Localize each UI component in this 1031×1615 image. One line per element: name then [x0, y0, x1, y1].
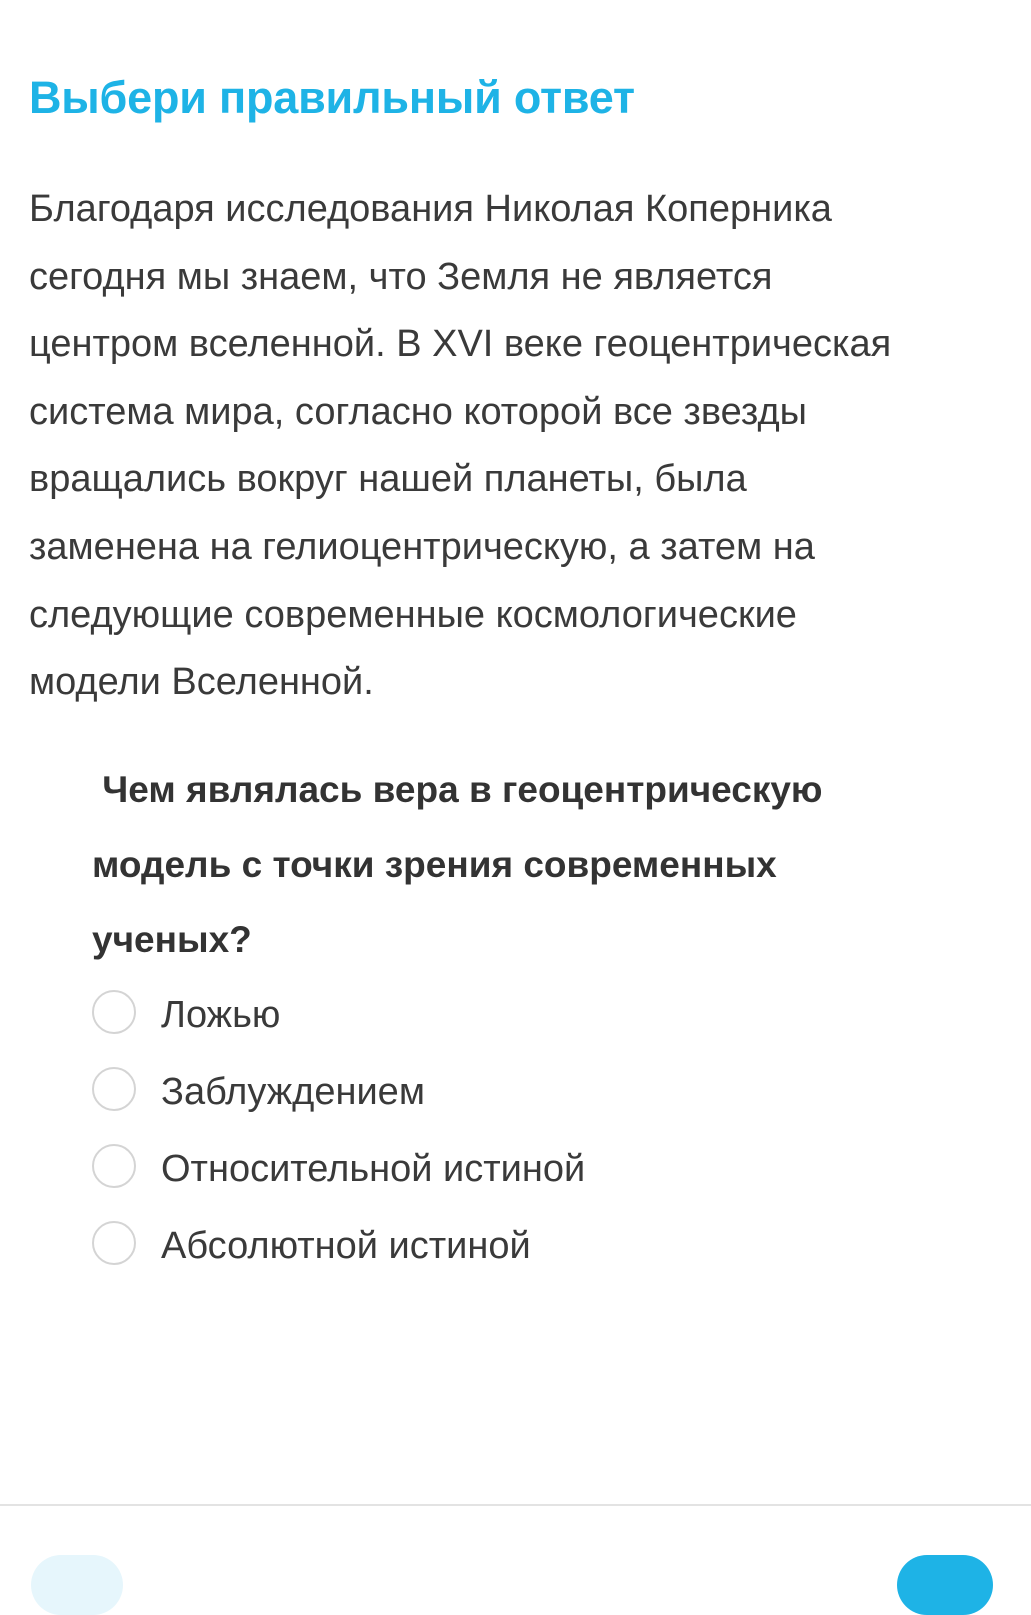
question-line: модель с точки зрения современных — [92, 844, 777, 885]
answer-label[interactable]: Ложью — [161, 994, 281, 1036]
passage-line: система мира, согласно которой все звезды — [29, 390, 807, 433]
question-line: ученых? — [92, 919, 252, 960]
passage-line: центром вселенной. В XVI веке геоцентрическая — [29, 323, 892, 366]
answer-label[interactable]: Заблуждением — [161, 1071, 425, 1113]
passage-line: Благодаря исследования Николая Коперника — [29, 188, 832, 230]
radio-button[interactable] — [92, 990, 136, 1034]
passage-line: заменена на гелиоцентрическую, а затем на — [29, 525, 815, 568]
answer-label[interactable]: Относительной истиной — [161, 1148, 586, 1190]
footer-divider — [0, 1504, 1031, 1506]
page-title: Выбери правильный ответ — [29, 72, 635, 123]
passage-line: вращались вокруг нашей планеты, была — [29, 458, 747, 501]
radio-button[interactable] — [92, 1144, 136, 1188]
answer-option-3[interactable] — [90, 1142, 890, 1194]
passage-line: следующие современные космологические — [29, 593, 797, 636]
radio-button[interactable] — [92, 1221, 136, 1265]
question-text — [92, 752, 972, 977]
next-button[interactable] — [897, 1555, 993, 1615]
answer-label[interactable]: Абсолютной истиной — [161, 1225, 531, 1267]
passage-line: модели Вселенной. — [29, 661, 374, 704]
question-line: Чем являлась вера в геоцентрическую — [92, 769, 823, 810]
answer-option-1[interactable] — [90, 988, 890, 1040]
answer-option-4[interactable] — [90, 1219, 890, 1271]
radio-button[interactable] — [92, 1067, 136, 1111]
answer-option-2[interactable] — [90, 1065, 890, 1117]
previous-button[interactable] — [31, 1555, 123, 1615]
passage-text — [29, 176, 1009, 717]
passage-line: сегодня мы знаем, что Земля не является — [29, 255, 773, 298]
